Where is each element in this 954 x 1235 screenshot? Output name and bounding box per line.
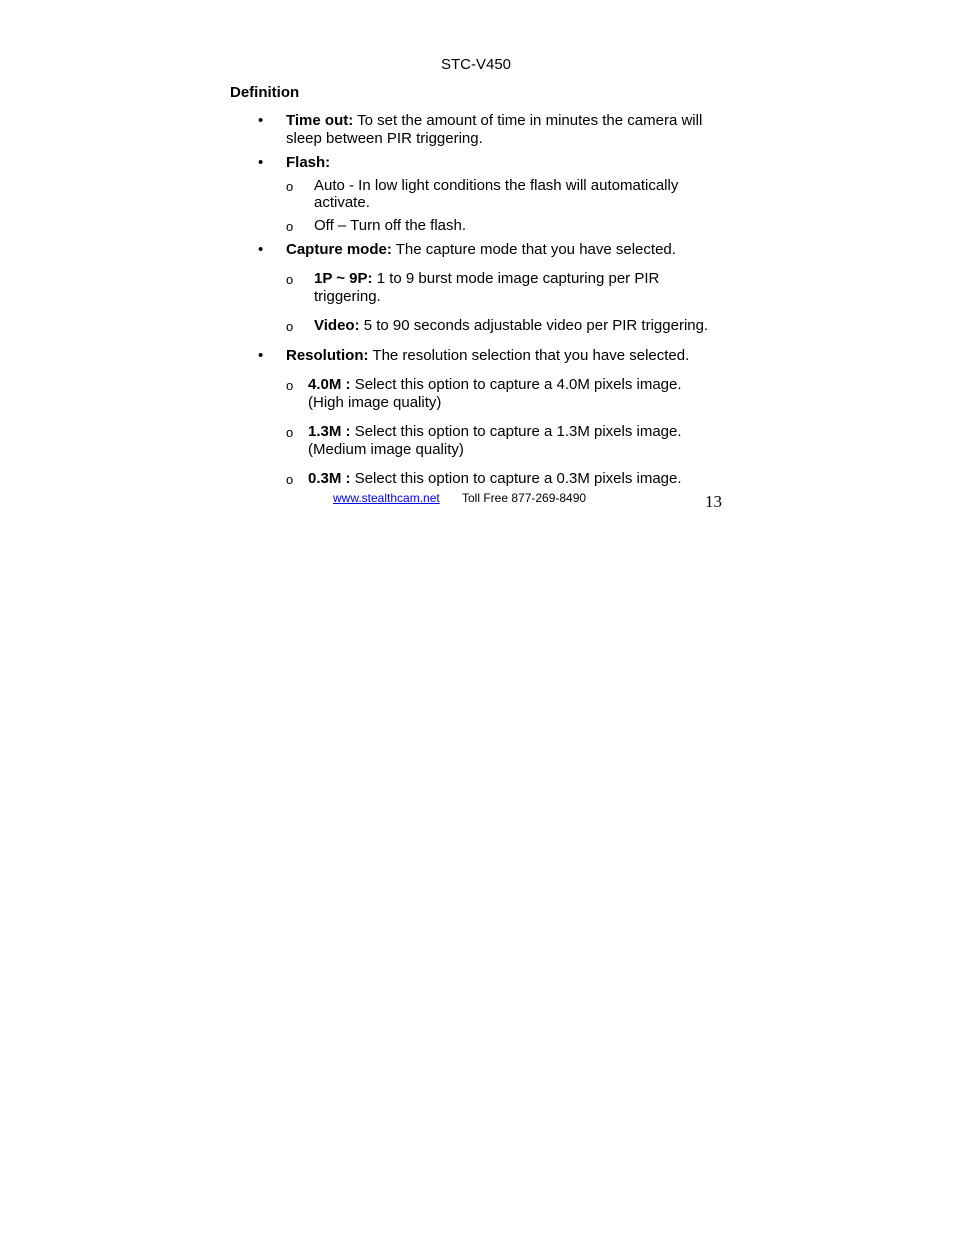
timeout-label: Time out: — [286, 112, 354, 129]
bullet-icon: • — [258, 154, 264, 171]
r03-text: Select this option to capture a 0.3M pixels image. — [354, 470, 682, 487]
resolution-0-3m — [308, 470, 682, 487]
burst-text: 1 to 9 burst mode image capturing per PIR — [376, 270, 660, 287]
video-label: Video: — [314, 317, 360, 334]
timeout-text: To set the amount of time in minutes the camera will — [357, 112, 703, 129]
flash-auto-cont: activate. — [314, 194, 370, 211]
circle-bullet-icon: o — [286, 272, 294, 287]
page-number: 13 — [705, 492, 722, 511]
bullet-icon: • — [258, 241, 264, 258]
capture-text: The capture mode that you have selected. — [395, 241, 676, 258]
circle-bullet-icon: o — [286, 472, 294, 487]
burst-label: 1P ~ 9P: — [314, 270, 373, 287]
capture-burst — [314, 270, 659, 287]
r40-text-cont: (High image quality) — [308, 394, 442, 411]
capture-video — [314, 317, 708, 334]
resolution-label: Resolution: — [286, 347, 369, 364]
r40-label: 4.0M : — [308, 376, 351, 393]
flash-label: Flash: — [286, 154, 331, 171]
document-header: STC-V450 — [441, 56, 512, 73]
website-link[interactable]: www.stealthcam.net — [333, 491, 440, 505]
circle-bullet-icon: o — [286, 425, 294, 440]
timeout-item — [286, 112, 702, 129]
toll-free-number: Toll Free 877-269-8490 — [462, 491, 587, 505]
burst-text-cont: triggering. — [314, 288, 381, 305]
r03-label: 0.3M : — [308, 470, 351, 487]
video-text: 5 to 90 seconds adjustable video per PIR triggering. — [363, 317, 709, 334]
flash-auto: Auto - In low light conditions the flash will automatically — [314, 177, 679, 194]
bullet-icon: • — [258, 112, 264, 129]
resolution-text: The resolution selection that you have selected. — [372, 347, 690, 364]
section-title: Definition — [230, 84, 300, 101]
resolution-1-3m — [308, 423, 682, 440]
r13-label: 1.3M : — [308, 423, 351, 440]
resolution-4m — [308, 376, 682, 393]
circle-bullet-icon: o — [286, 378, 294, 393]
circle-bullet-icon: o — [286, 219, 294, 234]
flash-off: Off – Turn off the flash. — [314, 217, 467, 234]
circle-bullet-icon: o — [286, 319, 294, 334]
r13-text-cont: (Medium image quality) — [308, 441, 464, 458]
resolution-item — [286, 347, 689, 364]
timeout-text-cont: sleep between PIR triggering. — [286, 130, 483, 147]
bullet-icon: • — [258, 347, 264, 364]
r40-text: Select this option to capture a 4.0M pixels image. — [354, 376, 682, 393]
capture-label: Capture mode: — [286, 241, 392, 258]
circle-bullet-icon: o — [286, 179, 294, 194]
capture-item — [286, 241, 676, 258]
r13-text: Select this option to capture a 1.3M pixels image. — [354, 423, 682, 440]
